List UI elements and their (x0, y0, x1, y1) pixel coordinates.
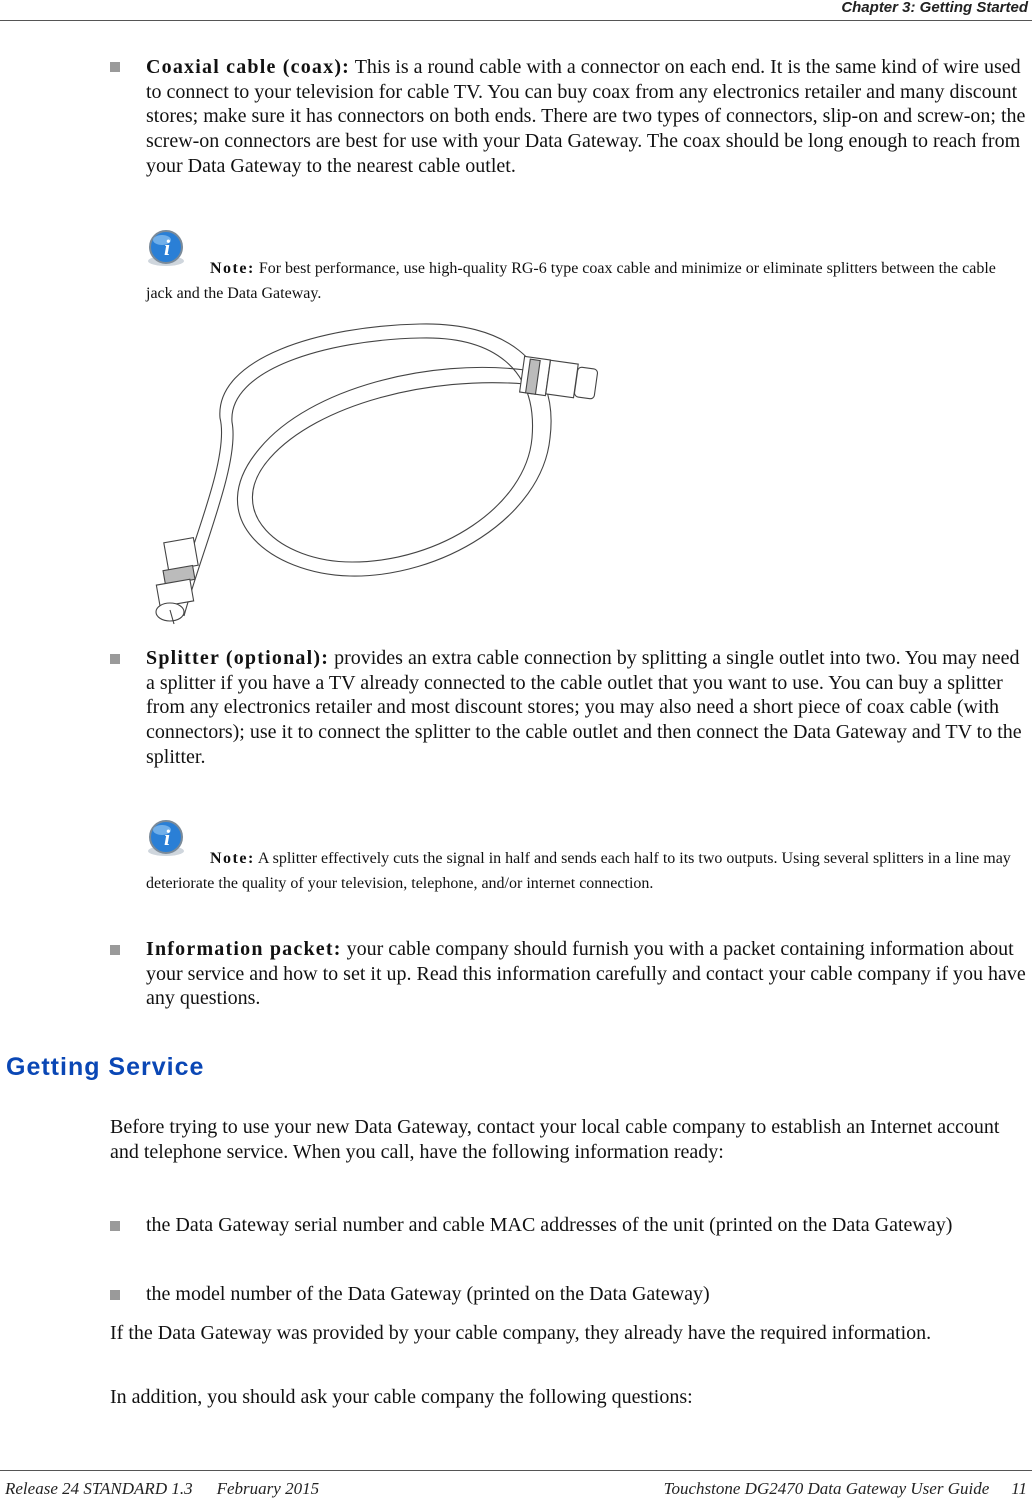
guide-title: Touchstone DG2470 Data Gateway User Guide (663, 1479, 990, 1498)
page-header (0, 0, 1032, 21)
list-item: the Data Gateway serial number and cable MAC addresses of the unit (printed on the Data Gateway) (146, 1214, 953, 1236)
svg-text:i: i (163, 825, 171, 850)
release-date: February 2015 (216, 1479, 320, 1498)
item-title: Information packet: (146, 938, 342, 960)
footer-release (5, 1479, 319, 1499)
bullet-marker (110, 1221, 120, 1231)
page-footer (0, 1470, 1032, 1498)
bullet-marker (110, 1290, 120, 1300)
list-item-splitter (146, 646, 1026, 770)
note-box (146, 256, 1026, 306)
item-title: Splitter (optional): (146, 647, 330, 669)
item-title: Coaxial cable (coax): (146, 56, 351, 78)
note-text: For best performance, use high-quality RG-6 type coax cable and minimize or eliminate splitters between the cable jack and the Data Gateway. (146, 260, 996, 302)
bullet-marker (110, 654, 120, 664)
note-label: Note: (210, 260, 255, 277)
section-intro: Before trying to use your new Data Gateway, contact your local cable company to establish an Internet account and telephone service. When you call, have the following information ready: (110, 1116, 1000, 1163)
item-text: This is a round cable with a connector on each end. It is the same kind of wire used to connect to your television for cable TV. You can buy coax from any electronics retailer and many discount stores; make sure it has connectors on both ends. There are two types of connectors, slip-on and screw-on; the screw-on connectors are best for use with your Data Gateway. The coax should be long enough to reach from your Data Gateway to the nearest cable outlet. (146, 56, 1026, 177)
page-number: 11 (1011, 1479, 1027, 1498)
bullet-marker (110, 62, 120, 72)
release-label: Release 24 STANDARD 1.3 (5, 1479, 193, 1498)
note-text: A splitter effectively cuts the signal in half and sends each half to its two outputs. Using several splitters in a line may deteriorate the quality of your television, telephone, and/or internet connection. (146, 850, 1011, 892)
list-item-info-packet (146, 937, 1026, 1011)
svg-text:i: i (163, 235, 171, 260)
item-text: provides an extra cable connection by splitting a single outlet into two. You may need a splitter if you have a TV already connected to the cable outlet that you want to use. You can buy a splitter from any electronics retailer and most discount stores; you may also need a short piece of coax cable (with connectors); use it to connect the splitter to the cable outlet and then connect the Data Gateway and TV to the splitter. (146, 647, 1022, 768)
footer-guide (664, 1479, 1027, 1499)
note-box (146, 846, 1026, 896)
cable-connector-top (520, 356, 598, 399)
bullet-marker (110, 945, 120, 955)
list-item: the model number of the Data Gateway (printed on the Data Gateway) (146, 1283, 710, 1305)
section-heading: Getting Service (6, 1053, 205, 1081)
chapter-title: Chapter 3: Getting Started (841, 0, 1028, 16)
paragraph: In addition, you should ask your cable company the following questions: (110, 1386, 693, 1408)
note-label: Note: (210, 850, 255, 867)
list-item-coax (146, 55, 1026, 179)
paragraph: If the Data Gateway was provided by your cable company, they already have the required information. (110, 1322, 932, 1344)
cable-connector-bottom (156, 538, 198, 624)
item-text: your cable company should furnish you with a packet containing information about your service and how to set it up. Read this information carefully and contact your cable company if you have any questions. (146, 938, 1026, 1010)
coax-cable-illustration (140, 318, 610, 626)
